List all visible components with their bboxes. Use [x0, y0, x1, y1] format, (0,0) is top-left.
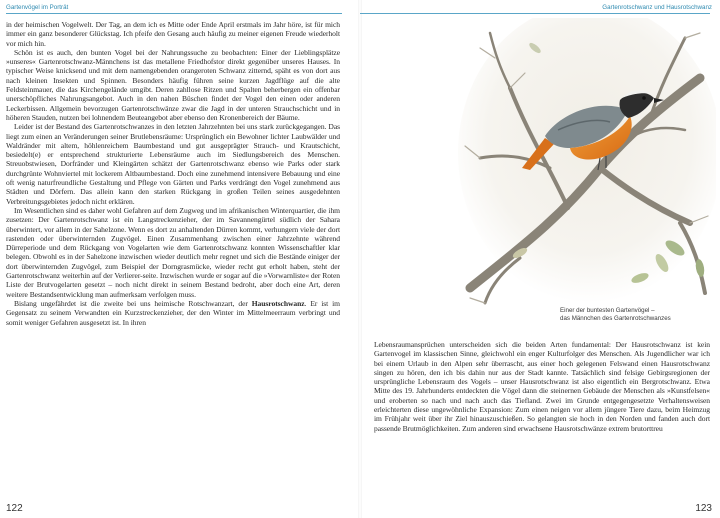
paragraph-1: in der heimischen Vogelwelt. Der Tag, an dem ich es Mitte oder Ende April erstmals im Jahr höre, ist für mich immer ein ganz besonderer Glückstag. Ich pfeife den Gesang auch häufig zu meiner eigenen Freude wiederholt vor mich hin. — [6, 20, 340, 48]
paragraph-3: Leider ist der Bestand des Gartenrotschwanzes in den letzten Jahrzehnten bei uns stark zurückgegangen. Das liegt zum einen an Veränderungen seiner Brutlebensräume: Ursprünglich ein Bewohner lichter Laubwälder und Waldränder mit altem, höhlenreichem Baumbestand und gut ausgeprägter Strauch- und Krautschicht, besiedelt(e) er entsprechend strukturierte Lebensräume auch im Siedlungsbereich des Menschen. Streuobstwiesen, Dorfränder und Kleingärten schätzt der Gartenrotschwanz ebenso wie Parks oder stark durchgrünte Wohnviertel mit lockerem Altbaumbestand. Doch eine zunehmend intensivere Bebauung und eine oft wenig naturfreundliche Gestaltung und Pflege von Gärten und Parks verdrängt den Vogel zunehmend aus Städten und Dörfern. Das allein kann den starken Rückgang in großen Teilen seines ausgedehnten Verbreitungsgebietes jedoch nicht erklären. — [6, 122, 340, 206]
bird-eye — [642, 96, 646, 100]
paragraph-5-start: Bislang ungefährdet ist die zweite bei uns heimische Rotschwanzart, der — [14, 298, 252, 308]
caption-line-1: Einer der buntesten Gartenvögel – — [560, 307, 655, 314]
page-number-right: 123 — [695, 503, 712, 514]
paragraph-2: Schön ist es auch, den bunten Vogel bei der Nahrungssuche zu beobachten: Einer der Lieblingsplätze »unseres« Gartenrotschwanz-Männchens ist das metallene Friedhofstor direkt gegenüber unseres Hauses. In typischer Weise knicksend und mit dem namengebenden orangeroten Schwanz zitternd, späht es von dort aus nach kleinen Insekten und Spinnen. Besonders häufig führen seine kurzen Jagdflüge auf die alte Feldsteinmauer, die das Kirchengelände umgibt. Deren zahllose Ritzen und Spalten beherbergen ein offenbar unerschöpfliches Nahrungsangebot. Auch in den nahen Büschen findet der Vogel den einen oder anderen Leckerbissen. Allgemein bevorzugen Gartenrotschwänze zwar die Jagd in der unteren Strauchschicht und in höheren Stauden, nutzen bei lohnendem Beuteangebot aber ebenso den Kronenbereich der Bäume. — [6, 47, 340, 122]
header-rule-right — [360, 13, 710, 14]
right-paragraph: Lebensraumansprüchen unterscheiden sich die beiden Arten fundamental: Der Hausrotschwanz ist kein Gartenvogel im klassischen Sinne, gleichwohl ein enger Kulturfolger des Menschen. Als Jugendlicher war ich bei einem Urlaub in den Alpen sehr überrascht, aus einer hoch gelegenen Felswand einen Hausrotschwanz singen zu hören, den ich bis dahin nur aus der Stadt kannte. Tatsächlich sind felsige Gebirgsregionen der ursprüngliche Lebensraum des Vogels – unser Hausrotschwanz ist also eigentlich ein Bergrotschwanz. Etwa Mitte des 19. Jahrhunderts entdeckten die Vögel dann die steinernen Gebäude der Menschen als »Kunstfelsen« und eroberten so nach und nach auch das Tiefland. Zwei im Grunde entgegengesetzte Verhaltensweisen erleichterten diese ungewöhnliche Expansion: Zum einen neigen vor allem jüngere Tiere dazu, beim Heimzug im Frühjahr weit über ihr Ziel hinauszuschießen. So gelangten sie hoch in den Norden und fanden auch dort passende Brutmöglichkeiten. Zum anderen sind erwachsene Hausrotschwänze extrem brutorttreu — [374, 340, 710, 433]
header-rule-left — [6, 13, 342, 14]
redstart-illustration — [450, 18, 716, 310]
paragraph-4: Im Wesentlichen sind es daher wohl Gefahren auf dem Zugweg und im afrikanischen Winterquartier, die ihm zusetzen: Der Gartenrotschwanz ist ein Langstreckenzieher, der im Savannengürtel südlich der Sahara überwintert, vor allem in der Sahelzone. Wenn es dort zu anhaltenden Dürren kommt, verhungern viele der dort rastenden oder überwinternden Zugvögel. Einen Zusammenhang zwischen einer Jahrzehnte während Dürreperiode und dem Rückgang von Vogelarten wie dem Gartenrotschwanz konnten Wissenschaftler klar belegen. Obwohl es in der Sahelzone inzwischen wieder deutlich mehr regnet und sich die Bestände einiger der dort überwinternden Zugvögel, zum Beispiel der Dorngrasmücke, wieder recht gut erholt haben, steht der Gartenrotschwanz weiterhin auf der Verlierer-seite. Inzwischen wurde er sogar auf die »Vorwarnliste« der Roten Liste der Brutvogelarten gesetzt – noch nicht direkt in seinem Bestand bedroht, aber doch eine Art, deren weitere Bestandsentwicklung man aufmerksam verfolgen muss. — [6, 205, 340, 299]
watercolor-wash — [458, 18, 716, 303]
figure-caption — [560, 307, 710, 323]
running-head-right: Gartenrotschwanz und Hausrotschwanz — [602, 4, 712, 11]
paragraph-5 — [6, 299, 340, 327]
right-text-column — [374, 340, 710, 502]
page-number-left: 122 — [6, 503, 23, 514]
paragraph-5-end: . Er ist im Gegensatz zu seinem Verwandten ein Kurzstreckenzieher, der den Winter im Mittelmeerraum verbringt und somit weniger Gefahren ausgesetzt ist. In ihren — [6, 298, 340, 327]
bold-term-hausrotschwanz: Hausrotschwanz — [251, 298, 305, 308]
left-text-column — [6, 20, 340, 500]
right-page — [360, 0, 720, 518]
running-head-left: Gartenvögel im Porträt — [6, 4, 69, 11]
caption-line-2: das Männchen des Gartenrotschwanzes — [560, 315, 671, 322]
